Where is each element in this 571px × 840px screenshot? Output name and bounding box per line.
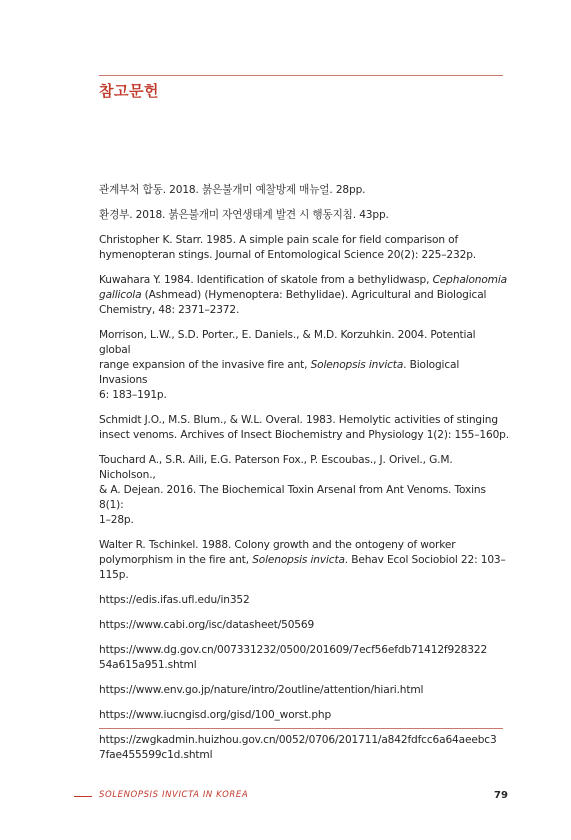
running-title: SOLENOPSIS INVICTA IN KOREA <box>99 790 249 800</box>
reference-text: https://www.iucngisd.org/gisd/100_worst.php <box>99 709 332 721</box>
reference-text: . Biological Invasions 6: 183–191p. <box>99 359 460 401</box>
footer-rule <box>99 728 503 729</box>
reference-item <box>99 328 509 403</box>
reference-text: Schmidt J.O., M.S. Blum., & W.L. Overal. 1983. Hemolytic activities of stinging insect venoms. Archives of Insect Biochemistry and Physiology 1(2): 155–160p. <box>99 414 509 441</box>
reference-text: Christopher K. Starr. 1985. A simple pain scale for field comparison of hymenopteran stings. Journal of Entomological Science 20(2): 225–232p. <box>99 234 476 261</box>
reference-text: https://zwgkadmin.huizhou.gov.cn/0052/0706/201711/a842fdfcc6a64aeebc3 7fae455599c1d.shtml <box>99 734 497 761</box>
reference-item <box>99 708 509 723</box>
reference-text: https://www.dg.gov.cn/007331232/0500/201609/7ecf56efdb71412f928322 54a615a951.shtml <box>99 644 488 671</box>
reference-text: Walter R. Tschinkel. 1988. Colony growth and the ontogeny of worker polymorphism in the fire ant, <box>99 539 456 566</box>
reference-text: 환경부. 2018. 붉은불개미 자연생태계 발견 시 행동지침. 43pp. <box>99 209 389 221</box>
reference-item <box>99 208 509 223</box>
reference-text: . Behav Ecol Sociobiol 22: 103– 115p. <box>99 554 506 581</box>
footer-accent-line <box>74 796 92 797</box>
reference-text: https://www.env.go.jp/nature/intro/2outline/attention/hiari.html <box>99 684 424 696</box>
reference-item <box>99 273 509 318</box>
reference-text: https://www.cabi.org/isc/datasheet/50569 <box>99 619 315 631</box>
reference-text: Kuwahara Y. 1984. Identification of skatole from a bethylidwasp, <box>99 274 433 286</box>
reference-list <box>99 183 509 773</box>
reference-text: https://edis.ifas.ufl.edu/in352 <box>99 594 250 606</box>
reference-item <box>99 233 509 263</box>
reference-item <box>99 538 509 583</box>
page-number: 79 <box>494 790 508 801</box>
reference-item <box>99 593 509 608</box>
reference-item <box>99 618 509 633</box>
section-title: 참고문헌 <box>99 82 159 100</box>
species-name: Solenopsis invicta <box>252 554 345 566</box>
reference-item <box>99 733 509 763</box>
reference-item <box>99 183 509 198</box>
reference-item <box>99 453 509 528</box>
reference-item <box>99 413 509 443</box>
reference-text: 관계부처 합동. 2018. 붉은불개미 예찰방제 매뉴얼. 28pp. <box>99 184 366 196</box>
reference-text: (Ashmead) (Hymenoptera: Bethylidae). Agricultural and Biological Chemistry, 48: 2371–2372. <box>99 289 487 316</box>
species-name: Solenopsis invicta <box>310 359 404 371</box>
reference-text: Touchard A., S.R. Aili, E.G. Paterson Fox., P. Escoubas., J. Orivel., G.M. Nicholson., & A. Dejean. 2016. The Biochemical Toxin Arsenal from Ant Venoms. Toxins 8(1): 1–28p. <box>99 454 486 526</box>
reference-text: Morrison, L.W., S.D. Porter., E. Daniels., & M.D. Korzuhkin. 2004. Potential global range expansion of the invasive fire ant, <box>99 329 476 371</box>
header-rule <box>99 75 503 76</box>
species-name: Cephalonomia gallicola <box>99 274 507 301</box>
reference-item <box>99 683 509 698</box>
reference-item <box>99 643 509 673</box>
